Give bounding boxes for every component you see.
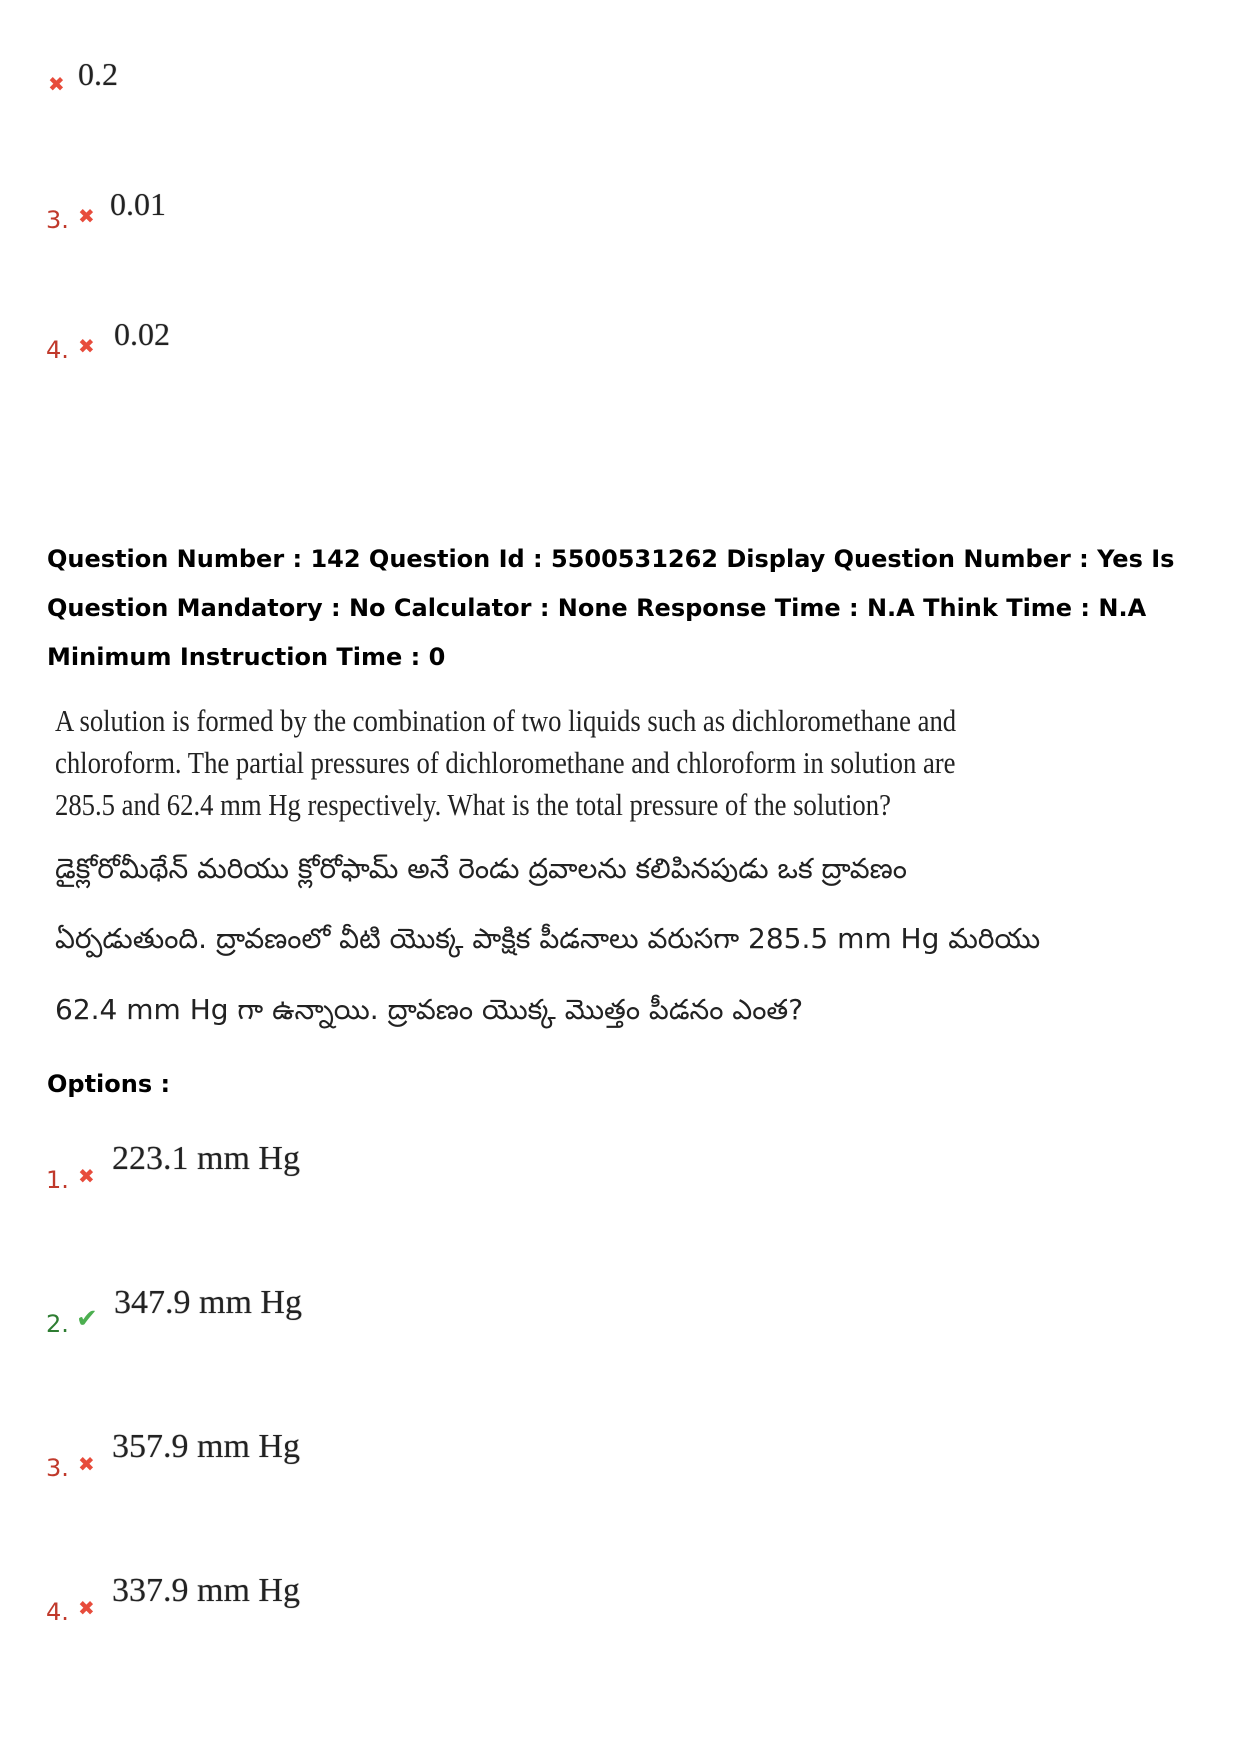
option-number: 4. — [46, 336, 69, 364]
option-value: 337.9 mm Hg — [112, 1572, 300, 1609]
question-text-english — [55, 700, 1001, 826]
cross-icon: ✖ — [78, 1452, 95, 1476]
option-value: 347.9 mm Hg — [114, 1284, 302, 1321]
option-number: 3. — [46, 1454, 69, 1482]
option-value: 357.9 mm Hg — [112, 1428, 300, 1465]
cross-icon: ✖ — [78, 204, 95, 228]
cross-icon: ✖ — [78, 1596, 95, 1620]
question-line-telugu: ఏర్పడుతుంది. ద్రావణంలో వీటి యొక్క పాక్షిక పీడనాలు వరుసగా 285.5 mm Hg మరియు — [55, 922, 1041, 955]
option-number: 4. — [46, 1598, 69, 1626]
question-line: chloroform. The partial pressures of dichloromethane and chloroform in solution are — [55, 745, 956, 780]
question-line-telugu: డైక్లోరోమీథేన్ మరియు క్లోరోఫామ్ అనే రెండు ద్రవాలను కలిపినపుడు ఒక ద్రావణం — [55, 852, 907, 885]
question-line: A solution is formed by the combination of two liquids such as dichloromethane and — [55, 703, 957, 738]
option-number: 1. — [46, 1166, 69, 1194]
question-meta: Question Number : 142 Question Id : 5500531262 Display Question Number : Yes Is Question Mandatory : No Calculator : None Response Time : N.A Think Time : N.A Minimum Instruction Time : 0 — [47, 545, 1175, 671]
option-value: 223.1 mm Hg — [112, 1140, 300, 1177]
cross-icon: ✖ — [78, 334, 95, 358]
cross-icon: ✖ — [48, 72, 65, 96]
check-icon: ✔ — [76, 1304, 98, 1334]
options-label: Options : — [47, 1070, 171, 1098]
question-line: 285.5 and 62.4 mm Hg respectively. What is the total pressure of the solution? — [55, 787, 891, 822]
option-number: 3. — [46, 206, 69, 234]
question-line-telugu: 62.4 mm Hg గా ఉన్నాయి. ద్రావణం యొక్క మొత్తం పీడనం ఎంత? — [55, 993, 804, 1026]
option-value: 0.2 — [78, 56, 118, 92]
cross-icon: ✖ — [78, 1164, 95, 1188]
option-number: 2. — [46, 1310, 69, 1338]
option-value: 0.01 — [110, 186, 166, 222]
option-value: 0.02 — [114, 316, 170, 352]
